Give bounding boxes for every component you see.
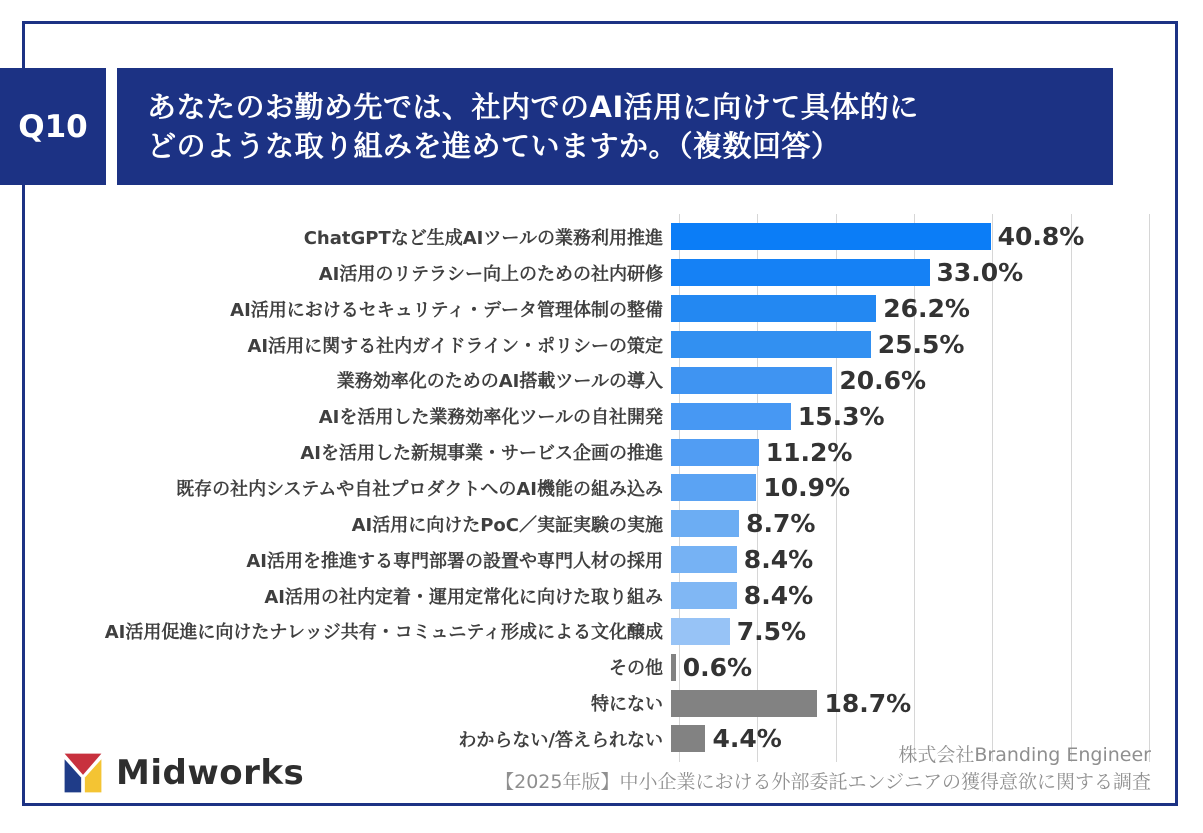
row-plot-area bbox=[671, 327, 1141, 363]
value-label: 4.4% bbox=[712, 724, 782, 754]
category-label: AI活用に関する社内ガイドライン・ポリシーの策定 bbox=[247, 335, 663, 357]
credit-text bbox=[495, 742, 1151, 796]
chart-row bbox=[40, 327, 1152, 363]
value-label: 0.6% bbox=[682, 652, 753, 682]
category-label: AI活用促進に向けたナレッジ共有・コミュニティ形成による文化醸成 bbox=[104, 622, 663, 644]
bar bbox=[671, 367, 832, 394]
category-label: AIを活用した新規事業・サービス企画の推進 bbox=[300, 443, 663, 465]
row-plot-area bbox=[671, 506, 1141, 542]
bar bbox=[671, 654, 676, 681]
bar-chart bbox=[40, 219, 1152, 757]
category-label: AI活用を推進する専門部署の設置や専門人材の採用 bbox=[246, 550, 663, 572]
chart-row bbox=[40, 470, 1152, 506]
value-label: 15.3% bbox=[797, 401, 885, 431]
value-label: 8.7% bbox=[746, 509, 816, 539]
chart-row bbox=[40, 362, 1152, 398]
midworks-logo bbox=[60, 750, 304, 796]
credit-company: 株式会社Branding Engineer bbox=[898, 744, 1151, 766]
row-plot-area bbox=[671, 613, 1141, 649]
bar bbox=[671, 223, 991, 250]
chart-rows bbox=[40, 219, 1152, 757]
chart-row bbox=[40, 434, 1152, 470]
bar bbox=[671, 439, 759, 466]
chart-row bbox=[40, 291, 1152, 327]
question-number-badge: Q10 bbox=[0, 68, 106, 185]
value-label: 25.5% bbox=[877, 330, 965, 359]
category-label: AI活用におけるセキュリティ・データ管理体制の整備 bbox=[230, 299, 663, 321]
row-plot-area bbox=[671, 362, 1141, 398]
row-plot-area bbox=[671, 291, 1141, 327]
bar bbox=[671, 510, 739, 537]
chart-row bbox=[40, 613, 1152, 649]
category-label: AI活用のリテラシー向上のための社内研修 bbox=[318, 263, 663, 285]
value-label: 20.6% bbox=[839, 365, 927, 395]
midworks-logo-icon bbox=[60, 750, 106, 796]
bar bbox=[671, 259, 930, 286]
chart-row bbox=[40, 578, 1152, 614]
row-plot-area bbox=[671, 255, 1141, 291]
category-label: 業務効率化のためのAI搭載ツールの導入 bbox=[336, 371, 663, 393]
question-title-line2: どのような取り組みを進めていますか。（複数回答） bbox=[147, 128, 841, 163]
value-label: 18.7% bbox=[824, 688, 912, 718]
chart-row bbox=[40, 542, 1152, 578]
chart-row bbox=[40, 398, 1152, 434]
value-label: 11.2% bbox=[765, 437, 853, 467]
category-label: その他 bbox=[609, 658, 663, 680]
midworks-logo-text: Midworks bbox=[116, 753, 305, 793]
row-plot-area bbox=[671, 542, 1141, 578]
chart-row bbox=[40, 219, 1152, 255]
chart-row bbox=[40, 255, 1152, 291]
bar bbox=[671, 582, 737, 609]
chart-row bbox=[40, 506, 1152, 542]
chart-row bbox=[40, 685, 1152, 721]
bar bbox=[671, 618, 730, 645]
value-label: 8.4% bbox=[743, 545, 814, 575]
category-label: わからない/答えられない bbox=[458, 729, 663, 751]
credit-survey-title: 【2025年版】中小企業における外部委託エンジニアの獲得意欲に関する調査 bbox=[495, 771, 1151, 793]
question-title-line1: あなたのお勤め先では、社内でのAI活用に向けて具体的に bbox=[147, 89, 919, 124]
bar bbox=[671, 403, 791, 430]
row-plot-area bbox=[671, 470, 1141, 506]
bar bbox=[671, 331, 871, 358]
category-label: 特にない bbox=[591, 694, 663, 716]
value-label: 8.4% bbox=[743, 581, 814, 611]
value-label: 7.5% bbox=[736, 616, 807, 646]
row-plot-area bbox=[671, 434, 1141, 470]
row-plot-area bbox=[671, 578, 1141, 614]
value-label: 26.2% bbox=[883, 294, 970, 324]
value-label: 33.0% bbox=[936, 258, 1024, 288]
category-label: ChatGPTなど生成AIツールの業務利用推進 bbox=[303, 227, 663, 249]
category-label: AIを活用した業務効率化ツールの自社開発 bbox=[318, 407, 663, 429]
category-label: 既存の社内システムや自社プロダクトへのAI機能の組み込み bbox=[176, 478, 663, 500]
bar bbox=[671, 295, 876, 322]
value-label: 40.8% bbox=[997, 222, 1085, 252]
bar bbox=[671, 546, 737, 573]
row-plot-area bbox=[671, 685, 1141, 721]
chart-row bbox=[40, 649, 1152, 685]
row-plot-area bbox=[671, 219, 1141, 255]
row-plot-area bbox=[671, 398, 1141, 434]
value-label: 10.9% bbox=[763, 473, 851, 503]
bar bbox=[671, 690, 817, 717]
row-plot-area bbox=[671, 649, 1141, 685]
question-title-bar bbox=[117, 68, 1113, 185]
bar bbox=[671, 474, 756, 501]
category-label: AI活用に向けたPoC／実証実験の実施 bbox=[351, 514, 663, 536]
category-label: AI活用の社内定着・運用定常化に向けた取り組み bbox=[264, 586, 663, 608]
